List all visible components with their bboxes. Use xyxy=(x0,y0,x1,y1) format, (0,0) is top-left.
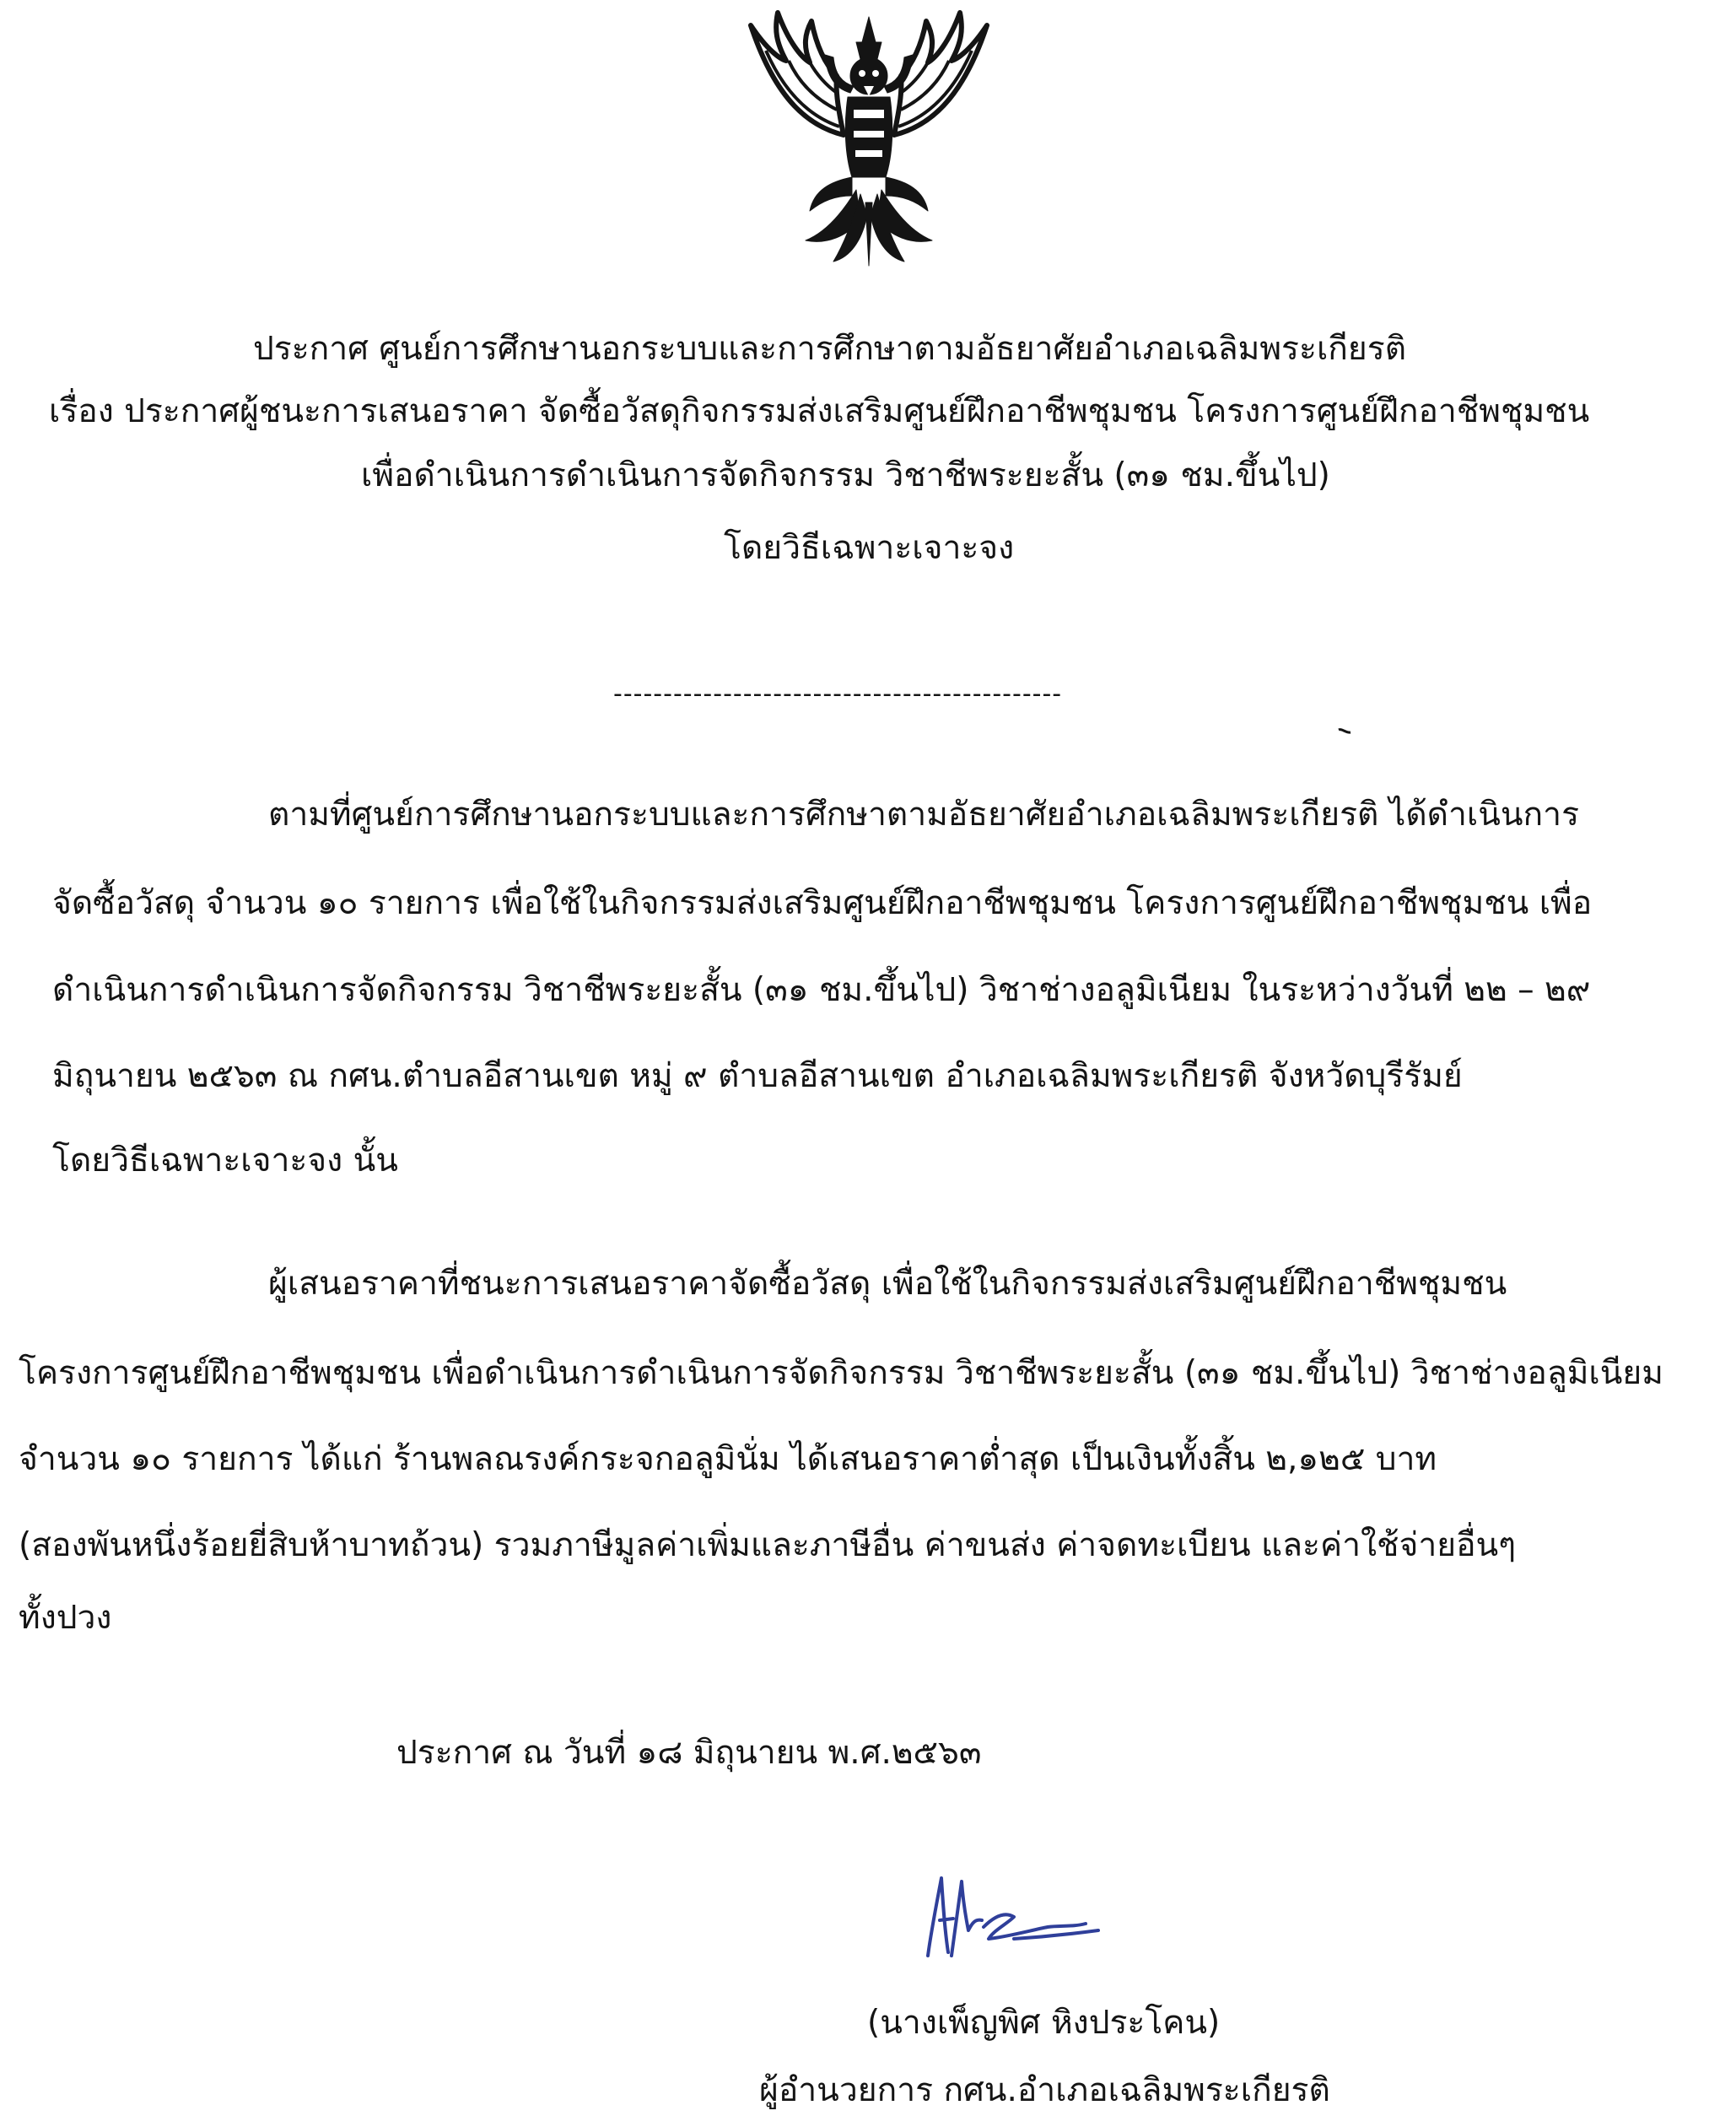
header-divider: --------------------------------------------- xyxy=(613,679,1063,709)
signer-name: (นางเพ็ญพิศ หิงประโคน) xyxy=(867,2004,1221,2042)
announcement-subject: เรื่อง ประกาศผู้ชนะการเสนอราคา จัดซื้อวัสดุกิจกรรมส่งเสริมศูนย์ฝึกอาชีพชุมชน โครงการศูนย์ฝึกอาชีพชุมชน xyxy=(49,392,1590,430)
paragraph-1-line-2: จัดซื้อวัสดุ จำนวน ๑๐ รายการ เพื่อใช้ในกิจกรรมส่งเสริมศูนย์ฝึกอาชีพชุมชน โครงการศูนย์ฝึกอาชีพชุมชน เพื่อ xyxy=(52,884,1593,922)
paragraph-2-line-2: โครงการศูนย์ฝึกอาชีพชุมชน เพื่อดำเนินการดำเนินการจัดกิจกรรม วิชาชีพระยะสั้น (๓๑ ชม.ขึ้นไป) วิชาช่างอลูมิเนียม xyxy=(19,1354,1663,1392)
announcement-title: ประกาศ ศูนย์การศึกษานอกระบบและการศึกษาตามอัธยาศัยอำเภอเฉลิมพระเกียรติ xyxy=(253,330,1407,368)
garuda-emblem-icon xyxy=(742,8,995,270)
paragraph-1-line-4: มิถุนายน ๒๕๖๓ ณ กศน.ตำบลอีสานเขต หมู่ ๙ ตำบลอีสานเขต อำเภอเฉลิมพระเกียรติ จังหวัดบุรีรัมย์ xyxy=(52,1057,1463,1095)
paragraph-2-line-5: ทั้งปวง xyxy=(19,1599,112,1637)
announcement-date: ประกาศ ณ วันที่ ๑๘ มิถุนายน พ.ศ.๒๕๖๓ xyxy=(396,1734,982,1772)
paragraph-2-line-1: ผู้เสนอราคาที่ชนะการเสนอราคาจัดซื้อวัสดุ เพื่อใช้ในกิจกรรมส่งเสริมศูนย์ฝึกอาชีพชุมชน xyxy=(268,1265,1507,1303)
paragraph-1-line-5: โดยวิธีเฉพาะเจาะจง นั้น xyxy=(52,1142,398,1179)
handwritten-signature-icon xyxy=(913,1871,1124,1964)
paragraph-2-line-3: จำนวน ๑๐ รายการ ได้แก่ ร้านพลณรงค์กระจกอลูมินั่ม ได้เสนอราคาต่ำสุด เป็นเงินทั้งสิ้น ๒,๑๒๕ บาท xyxy=(19,1440,1437,1478)
procurement-method: โดยวิธีเฉพาะเจาะจง xyxy=(724,529,1015,567)
paragraph-2-line-4: (สองพันหนึ่งร้อยยี่สิบห้าบาทถ้วน) รวมภาษีมูลค่าเพิ่มและภาษีอื่น ค่าขนส่ง ค่าจดทะเบียน และค่าใช้จ่ายอื่นๆ xyxy=(19,1526,1517,1564)
scan-speck xyxy=(1337,727,1352,736)
announcement-subject-continued: เพื่อดำเนินการดำเนินการจัดกิจกรรม วิชาชีพระยะสั้น (๓๑ ชม.ขึ้นไป) xyxy=(361,456,1330,494)
signer-position: ผู้อำนวยการ กศน.อำเภอเฉลิมพระเกียรติ xyxy=(759,2071,1330,2109)
paragraph-1-line-1: ตามที่ศูนย์การศึกษานอกระบบและการศึกษาตามอัธยาศัยอำเภอเฉลิมพระเกียรติ ได้ดำเนินการ xyxy=(268,796,1580,834)
paragraph-1-line-3: ดำเนินการดำเนินการจัดกิจกรรม วิชาชีพระยะสั้น (๓๑ ชม.ขึ้นไป) วิชาช่างอลูมิเนียม ในระหว่างวันที่ ๒๒ – ๒๙ xyxy=(52,971,1591,1009)
